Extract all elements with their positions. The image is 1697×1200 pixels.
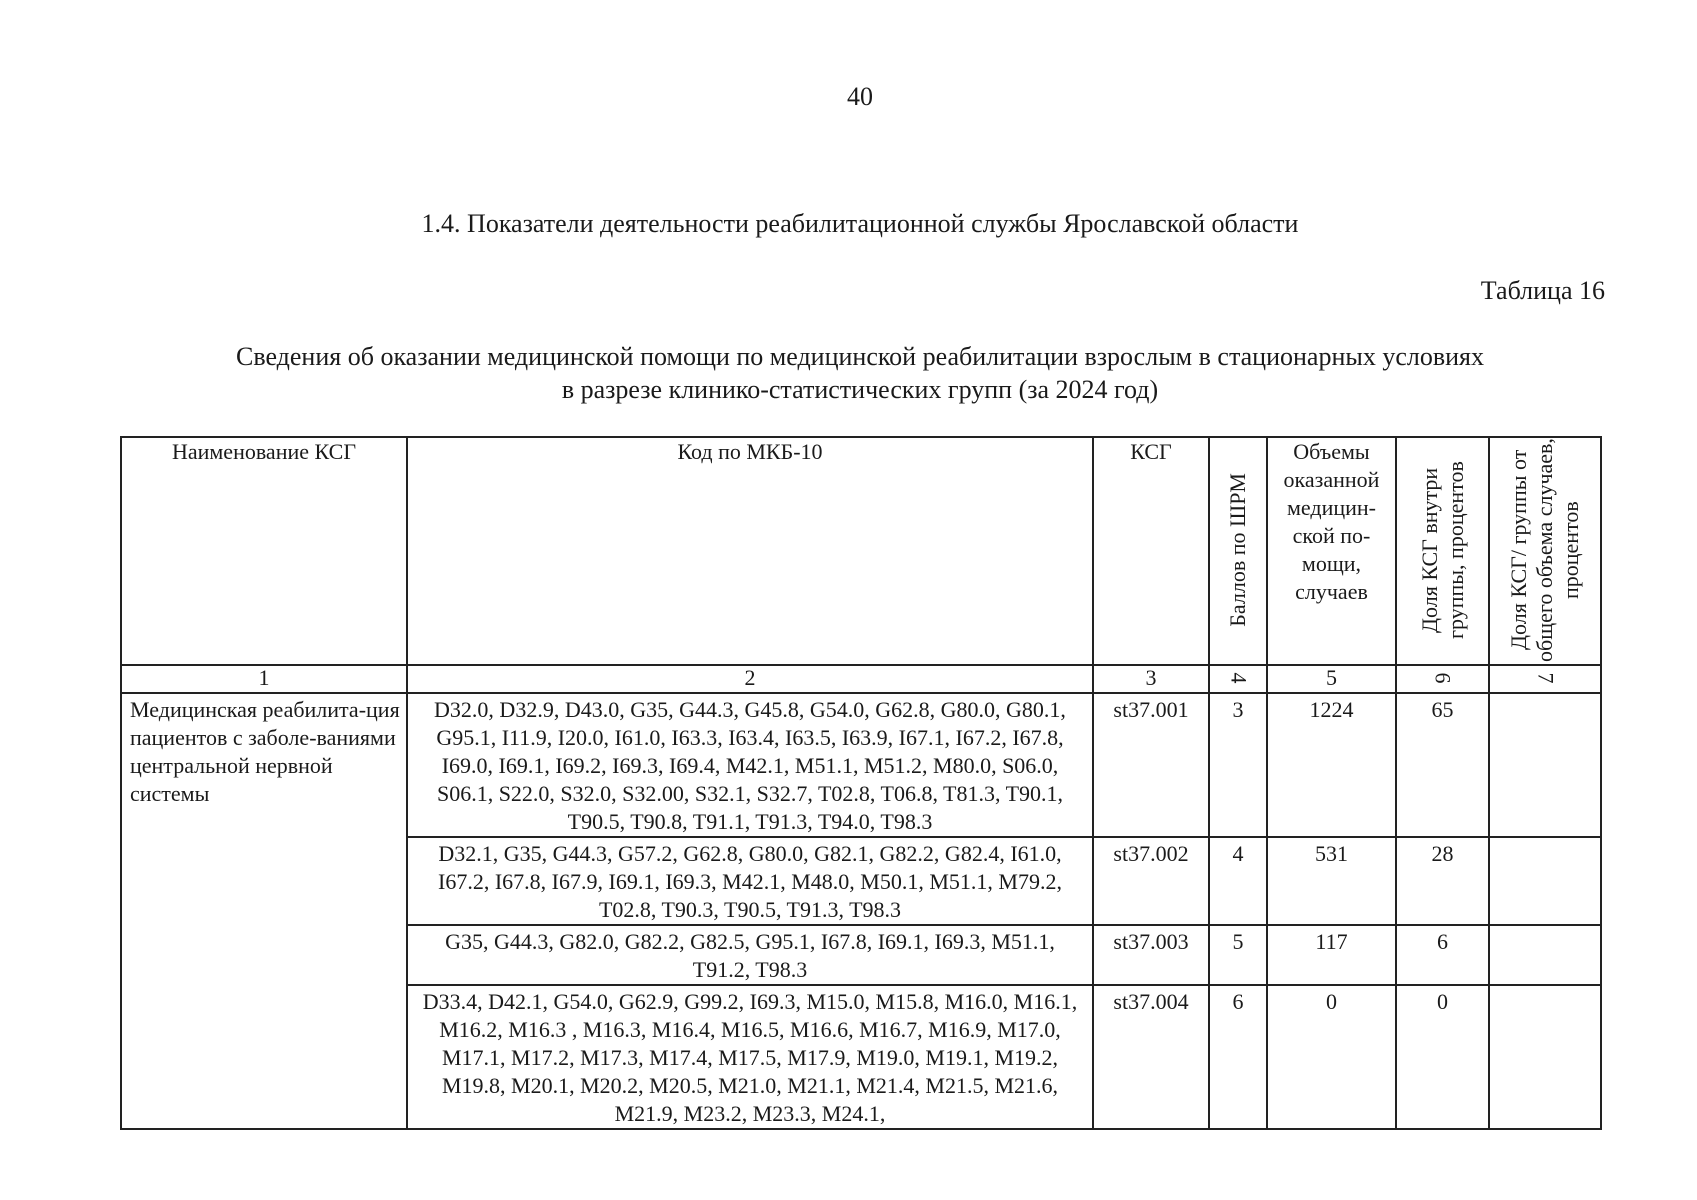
points-cell: 5 (1209, 925, 1267, 985)
ksg-cell: st37.003 (1093, 925, 1209, 985)
volume-cell: 1224 (1267, 693, 1396, 837)
share-group-cell: 6 (1396, 925, 1489, 985)
share-group-cell: 28 (1396, 837, 1489, 925)
column-number (1489, 665, 1601, 693)
group-name-cell: Медицинская реабилита-ция пациентов с заболе-ваниями центральной нервной системы (121, 693, 407, 1129)
volume-cell: 0 (1267, 985, 1396, 1129)
column-number: 1 (121, 665, 407, 693)
caption-line-1: Сведения об оказании медицинской помощи по медицинской реабилитации взрослым в стационарных условиях (236, 342, 1484, 371)
points-cell: 3 (1209, 693, 1267, 837)
header-points-label: Баллов по ШРМ (1225, 473, 1250, 627)
section-title: 1.4. Показатели деятельности реабилитационной службы Ярославской области (421, 209, 1299, 238)
icd-codes-cell: D32.1, G35, G44.3, G57.2, G62.8, G80.0, G82.1, G82.2, G82.4, I61.0, I67.2, I67.8, I67.9, I69.1, I69.3, M42.1, M48.0, M50.1, M51.1, M79.2, T02.8, T90.3, T90.5, T91.3, T98.3 (407, 837, 1093, 925)
header-volume: Объемы оказанной медицин-ской по-мощи, случаев (1267, 437, 1396, 665)
icd-codes-cell: G35, G44.3, G82.0, G82.2, G82.5, G95.1, I67.8, I69.1, I69.3, M51.1, T91.2, T98.3 (407, 925, 1093, 985)
share-group-cell: 65 (1396, 693, 1489, 837)
caption-line-2: в разрезе клинико-статистических групп (за 2024 год) (561, 375, 1159, 404)
header-share-group (1396, 437, 1489, 665)
table-row (121, 693, 1601, 837)
header-name: Наименование КСГ (121, 437, 407, 665)
header-share-total (1489, 437, 1601, 665)
points-cell: 4 (1209, 837, 1267, 925)
ksg-cell: st37.004 (1093, 985, 1209, 1129)
column-number: 5 (1267, 665, 1396, 693)
header-share-group-label: Доля КСГ внутри группы, процентов (1416, 461, 1468, 639)
volume-cell: 531 (1267, 837, 1396, 925)
share-total-cell (1489, 925, 1601, 985)
header-share-total-label: Доля КСГ/ группы от общего объема случаев, процентов (1506, 438, 1583, 662)
icd-codes-cell: D32.0, D32.9, D43.0, G35, G44.3, G45.8, G54.0, G62.8, G80.0, G80.1, G95.1, I11.9, I20.0, I61.0, I63.3, I63.4, I63.5, I63.9, I67.1, I67.2, I67.8, I69.0, I69.1, I69.2, I69.3, I69.4, M42.1, M51.1, M51.2, M80.0, S06.0, S06.1, S22.0, S32.0, S32.00, S32.1, S32.7, T02.8, T06.8, T81.3, T90.1, T90.5, T90.8, T91.1, T91.3, T94.0, T98.3 (407, 693, 1093, 837)
column-number-row (121, 665, 1601, 693)
column-number: 3 (1093, 665, 1209, 693)
share-total-cell (1489, 837, 1601, 925)
column-number-rotated: 7 (1533, 672, 1558, 684)
column-number: 2 (407, 665, 1093, 693)
share-total-cell (1489, 985, 1601, 1129)
share-total-cell (1489, 693, 1601, 837)
volume-cell: 117 (1267, 925, 1396, 985)
ksg-cell: st37.001 (1093, 693, 1209, 837)
icd-codes-cell: D33.4, D42.1, G54.0, G62.9, G99.2, I69.3, M15.0, M15.8, M16.0, M16.1, M16.2, M16.3 , M16.3, M16.4, M16.5, M16.6, M16.7, M16.9, M17.0, M17.1, M17.2, M17.3, M17.4, M17.5, M17.9, M19.0, M19.1, M19.2, M19.8, M20.1, M20.2, M20.5, M21.0, M21.1, M21.4, M21.5, M21.6, M21.9, M23.2, M23.3, M24.1, (407, 985, 1093, 1129)
table-caption (0, 340, 1697, 406)
header-points (1209, 437, 1267, 665)
page-number: 40 (847, 82, 873, 111)
share-group-cell: 0 (1396, 985, 1489, 1129)
points-cell: 6 (1209, 985, 1267, 1129)
table-label: Таблица 16 (1480, 276, 1605, 305)
ksg-table (120, 436, 1602, 1130)
column-number (1396, 665, 1489, 693)
header-row (121, 437, 1601, 665)
column-number (1209, 665, 1267, 693)
header-ksg: КСГ (1093, 437, 1209, 665)
column-number-rotated: 4 (1226, 672, 1251, 684)
header-code: Код по МКБ-10 (407, 437, 1093, 665)
column-number-rotated: 6 (1430, 672, 1456, 684)
ksg-cell: st37.002 (1093, 837, 1209, 925)
